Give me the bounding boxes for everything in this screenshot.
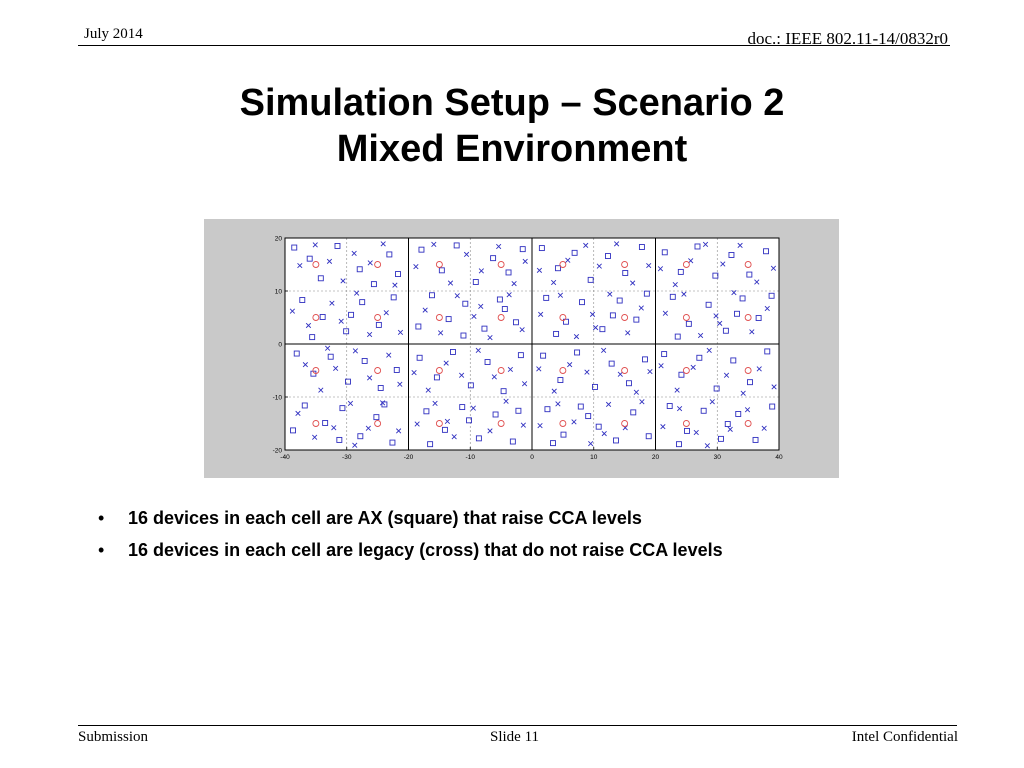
x-tick-label: 20 [651, 454, 660, 461]
bullet-text: 16 devices in each cell are AX (square) that raise CCA levels [128, 508, 642, 528]
header-doc-id: doc.: IEEE 802.11-14/0832r0 [747, 29, 948, 48]
y-tick-label: 10 [274, 288, 282, 296]
scatter-figure [204, 219, 839, 478]
x-tick-label: 40 [775, 454, 783, 461]
slide-title [0, 80, 1024, 172]
x-tick-label: 30 [713, 454, 721, 461]
bullet-item [98, 537, 723, 569]
bullet-dot-icon: • [98, 540, 105, 560]
x-tick-label: -10 [465, 454, 475, 461]
x-tick-label: -30 [342, 454, 352, 461]
footer-divider [78, 725, 957, 726]
scatter-plot [204, 219, 839, 478]
y-tick-label: 20 [274, 235, 282, 243]
slide-title-line-1: Simulation Setup – Scenario 2 [239, 82, 785, 124]
header-date: July 2014 [84, 26, 143, 42]
bullet-list [98, 505, 723, 569]
footer-submission: Submission [78, 729, 149, 745]
x-tick-label: -40 [280, 454, 290, 461]
y-tick-label: -20 [272, 447, 282, 455]
header-divider [78, 45, 950, 46]
footer-slide-number: Slide 11 [490, 729, 540, 745]
bullet-text: 16 devices in each cell are legacy (cross) that do not raise CCA levels [128, 540, 723, 560]
bullet-item [98, 505, 723, 537]
y-tick-label: -10 [272, 394, 282, 402]
y-tick-label: 0 [278, 341, 282, 349]
x-tick-label: 10 [590, 454, 598, 461]
x-tick-label: 0 [530, 454, 534, 461]
footer-confidential: Intel Confidential [851, 729, 958, 745]
slide-title-line-2: Mixed Environment [336, 128, 688, 170]
bullet-dot-icon: • [98, 508, 105, 528]
x-tick-label: -20 [403, 454, 414, 461]
